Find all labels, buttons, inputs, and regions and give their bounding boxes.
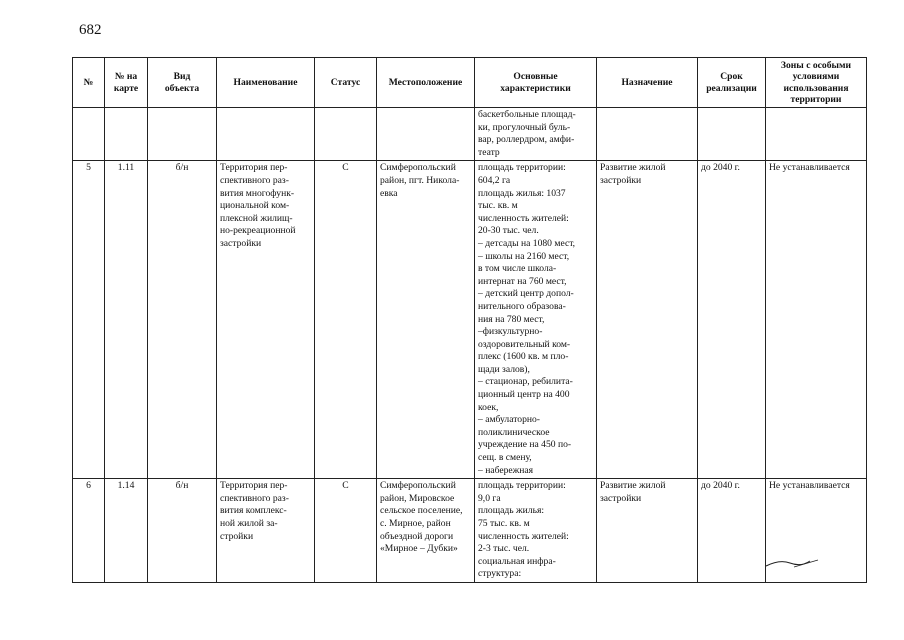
header-row [73,58,867,108]
cell-empty [315,108,377,161]
cell-purpose: Развитие жилой застройки [597,479,698,583]
header-location: Местоположение [377,58,475,108]
cell-empty [148,108,217,161]
header-map-num: № на карте [105,58,148,108]
cell-term: до 2040 г. [698,161,766,479]
cell-location: Симферопольский район, Мировское сельское поселение, с. Мирное, район объездной дороги «Мирное – Дубки» [377,479,475,583]
header-kind: Вид объекта [148,58,217,108]
cell-empty [105,108,148,161]
table-row [73,161,867,479]
cell-term: до 2040 г. [698,479,766,583]
cell-zones: Не устанавливается [766,161,867,479]
page-number: 682 [79,22,102,38]
cell-empty [73,108,105,161]
cell-name: Территория пер- спективного раз- вития комплекс- ной жилой за- стройки [217,479,315,583]
cell-kind: б/н [148,479,217,583]
cell-empty [217,108,315,161]
cell-characteristics: площадь территории: 604,2 га площадь жилья: 1037 тыс. кв. м численность жителей: 20-30 тыс. чел. – детсады на 1080 мест, – школы на 2160 мест, в том числе школа- интернат на 760 мест, – детский центр допол- нительного образова- ния на 780 мест, –физкультурно- оздоровительный ком- плекс (1600 кв. м пло- щади залов), – стационар, ребилита- ционный центр на 400 коек, – амбулаторно- поликлиническое учреждение на 450 по- сещ. в смену, – набережная [475,161,597,479]
cell-map-num: 1.11 [105,161,148,479]
header-term: Срок реализации [698,58,766,108]
planning-table [72,57,867,583]
header-status: Статус [315,58,377,108]
cell-empty [698,108,766,161]
signature-scribble [764,556,824,570]
header-characteristics: Основные характеристики [475,58,597,108]
cell-empty [597,108,698,161]
cell-kind: б/н [148,161,217,479]
header-zones: Зоны с особыми условиями использования территории [766,58,867,108]
cell-status: С [315,161,377,479]
cell-name: Территория пер- спективного раз- вития многофунк- циональной ком- плексной жилищ- но-рекреационной застройки [217,161,315,479]
header-name: Наименование [217,58,315,108]
cell-num: 6 [73,479,105,583]
continuation-row [73,108,867,161]
cell-purpose: Развитие жилой застройки [597,161,698,479]
cell-num: 5 [73,161,105,479]
cell-map-num: 1.14 [105,479,148,583]
header-num: № [73,58,105,108]
cell-location: Симферопольский район, пгт. Никола- евка [377,161,475,479]
cell-characteristics: баскетбольные площад- ки, прогулочный буль- вар, роллердром, амфи- театр [475,108,597,161]
cell-empty [766,108,867,161]
cell-empty [377,108,475,161]
cell-zones: Не устанавливается [766,479,867,583]
cell-status: С [315,479,377,583]
header-purpose: Назначение [597,58,698,108]
table-row [73,479,867,583]
cell-characteristics: площадь территории: 9,0 га площадь жилья: 75 тыс. кв. м численность жителей: 2-3 тыс. чел. социальная инфра- структура: [475,479,597,583]
